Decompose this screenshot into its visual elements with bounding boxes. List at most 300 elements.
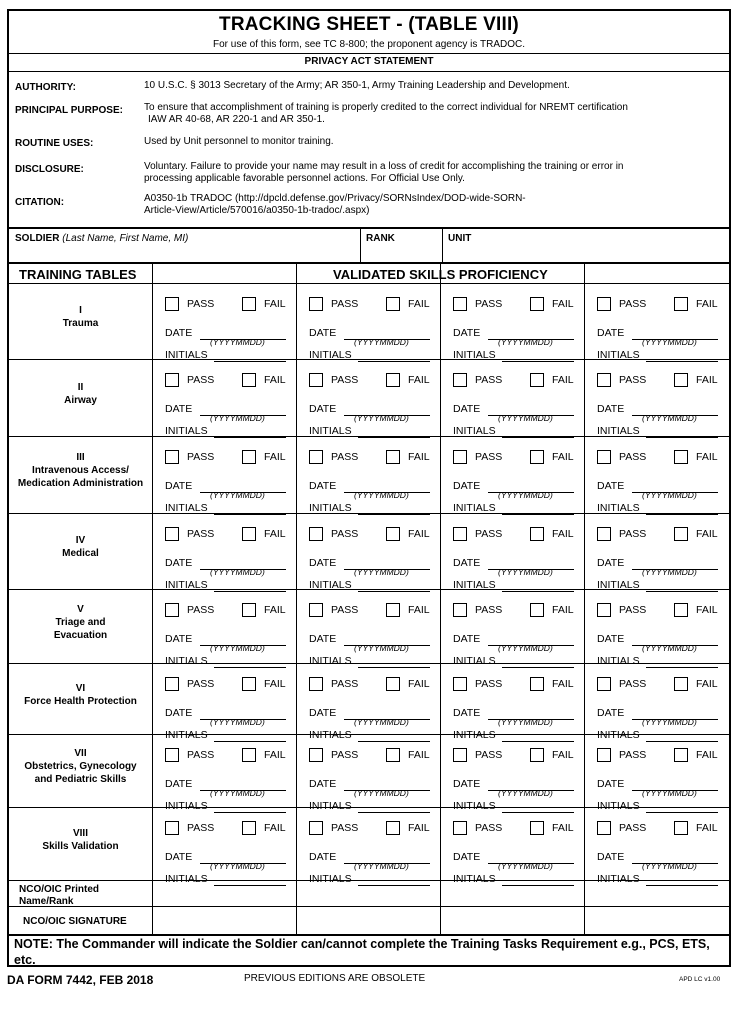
fail-checkbox[interactable] xyxy=(386,373,400,387)
divider xyxy=(584,262,585,936)
initials-label: INITIALS xyxy=(597,349,640,361)
training-table-label xyxy=(9,304,152,330)
pass-label: PASS xyxy=(475,451,503,463)
nco-printed-name-field[interactable] xyxy=(296,880,440,906)
date-label: DATE xyxy=(309,557,337,569)
pass-label: PASS xyxy=(619,822,647,834)
fail-checkbox[interactable] xyxy=(530,450,544,464)
date-format-hint: (YYYYMMDD) xyxy=(354,717,409,727)
date-format-hint: (YYYYMMDD) xyxy=(498,490,553,500)
fail-checkbox[interactable] xyxy=(386,748,400,762)
divider xyxy=(152,262,153,936)
nco-signature-field[interactable] xyxy=(296,906,440,934)
initials-label: INITIALS xyxy=(453,729,496,741)
pass-checkbox[interactable] xyxy=(453,297,467,311)
pass-label: PASS xyxy=(331,604,359,616)
citation-text-line: Article-View/Article/570016/a0350-1b-tradoc/.aspx) xyxy=(144,205,370,216)
training-table-label-line: III xyxy=(76,452,85,463)
purpose-text-line: To ensure that accomplishment of training is properly credited to the correct individual for NREMT certification xyxy=(144,102,628,113)
pass-checkbox[interactable] xyxy=(309,677,323,691)
date-label: DATE xyxy=(453,778,481,790)
fail-label: FAIL xyxy=(408,678,430,690)
fail-label: FAIL xyxy=(264,604,286,616)
fail-label: FAIL xyxy=(408,374,430,386)
pass-checkbox[interactable] xyxy=(165,603,179,617)
initials-label: INITIALS xyxy=(453,349,496,361)
pass-label: PASS xyxy=(331,822,359,834)
fail-checkbox[interactable] xyxy=(674,450,688,464)
training-table-label-line: Airway xyxy=(64,395,97,406)
initials-field[interactable] xyxy=(502,667,574,668)
date-label: DATE xyxy=(597,778,625,790)
nco-printed-name-field[interactable] xyxy=(440,880,584,906)
initials-field[interactable] xyxy=(358,591,430,592)
pass-label: PASS xyxy=(475,604,503,616)
initials-label: INITIALS xyxy=(309,655,352,667)
unit-field[interactable] xyxy=(448,233,471,244)
fail-checkbox[interactable] xyxy=(530,748,544,762)
training-table-label-line: and Pediatric Skills xyxy=(34,774,127,785)
date-label: DATE xyxy=(165,403,193,415)
initials-field[interactable] xyxy=(214,741,286,742)
pass-checkbox[interactable] xyxy=(165,748,179,762)
date-format-hint: (YYYYMMDD) xyxy=(642,717,697,727)
date-format-hint: (YYYYMMDD) xyxy=(354,337,409,347)
fail-checkbox[interactable] xyxy=(242,821,256,835)
initials-field[interactable] xyxy=(646,437,718,438)
date-format-hint: (YYYYMMDD) xyxy=(642,788,697,798)
initials-field[interactable] xyxy=(502,591,574,592)
fail-label: FAIL xyxy=(408,822,430,834)
fail-label: FAIL xyxy=(696,678,718,690)
pass-checkbox[interactable] xyxy=(453,821,467,835)
authority-text: 10 U.S.C. § 3013 Secretary of the Army; AR 350-1, Army Training Leadership and Development. xyxy=(144,80,570,91)
initials-label: INITIALS xyxy=(165,729,208,741)
date-format-hint: (YYYYMMDD) xyxy=(354,413,409,423)
pass-label: PASS xyxy=(331,374,359,386)
initials-field[interactable] xyxy=(502,514,574,515)
initials-label: INITIALS xyxy=(165,502,208,514)
date-label: DATE xyxy=(453,403,481,415)
fail-checkbox[interactable] xyxy=(242,527,256,541)
pass-checkbox[interactable] xyxy=(597,677,611,691)
date-label: DATE xyxy=(453,633,481,645)
fail-checkbox[interactable] xyxy=(242,677,256,691)
date-format-hint: (YYYYMMDD) xyxy=(498,717,553,727)
training-table-label-line: I xyxy=(79,305,82,316)
purpose-text xyxy=(144,102,684,126)
training-table-label-line: Skills Validation xyxy=(42,841,119,852)
fail-checkbox[interactable] xyxy=(530,821,544,835)
pass-label: PASS xyxy=(187,451,215,463)
rank-label: RANK xyxy=(366,233,395,244)
date-label: DATE xyxy=(597,403,625,415)
pass-checkbox[interactable] xyxy=(597,821,611,835)
pass-label: PASS xyxy=(475,374,503,386)
fail-label: FAIL xyxy=(264,374,286,386)
pass-checkbox[interactable] xyxy=(165,821,179,835)
pass-label: PASS xyxy=(187,678,215,690)
fail-checkbox[interactable] xyxy=(242,297,256,311)
nco-signature-field[interactable] xyxy=(440,906,584,934)
pass-label: PASS xyxy=(619,374,647,386)
initials-field[interactable] xyxy=(358,812,430,813)
date-label: DATE xyxy=(165,851,193,863)
authority-label: AUTHORITY: xyxy=(15,82,76,93)
routine-uses-text: Used by Unit personnel to monitor training. xyxy=(144,136,334,147)
purpose-text-line: IAW AR 40-68, AR 220-1 and AR 350-1. xyxy=(148,114,325,125)
pass-label: PASS xyxy=(619,678,647,690)
initials-field[interactable] xyxy=(358,514,430,515)
fail-checkbox[interactable] xyxy=(386,527,400,541)
training-table-label-line: VI xyxy=(75,683,86,694)
pass-label: PASS xyxy=(619,528,647,540)
fail-label: FAIL xyxy=(552,678,574,690)
fail-label: FAIL xyxy=(552,822,574,834)
fail-checkbox[interactable] xyxy=(674,373,688,387)
date-label: DATE xyxy=(309,778,337,790)
pass-label: PASS xyxy=(187,374,215,386)
pass-checkbox[interactable] xyxy=(309,821,323,835)
pass-label: PASS xyxy=(475,678,503,690)
date-format-hint: (YYYYMMDD) xyxy=(354,567,409,577)
nco-signature-label: NCO/OIC SIGNATURE xyxy=(23,916,127,927)
date-label: DATE xyxy=(453,557,481,569)
initials-field[interactable] xyxy=(358,741,430,742)
pass-checkbox[interactable] xyxy=(453,748,467,762)
training-table-label-line: Force Health Protection xyxy=(24,696,137,707)
date-format-hint: (YYYYMMDD) xyxy=(642,567,697,577)
fail-label: FAIL xyxy=(264,451,286,463)
pass-label: PASS xyxy=(475,822,503,834)
pass-checkbox[interactable] xyxy=(453,527,467,541)
disclosure-text-line: processing applicable favorable personnel actions. For Official Use Only. xyxy=(144,173,465,184)
initials-label: INITIALS xyxy=(165,579,208,591)
initials-field[interactable] xyxy=(502,741,574,742)
divider xyxy=(9,53,729,54)
pass-checkbox[interactable] xyxy=(597,748,611,762)
initials-label: INITIALS xyxy=(453,655,496,667)
initials-field[interactable] xyxy=(502,437,574,438)
date-format-hint: (YYYYMMDD) xyxy=(210,861,265,871)
training-table-label-line: V xyxy=(77,604,84,615)
fail-label: FAIL xyxy=(264,528,286,540)
fail-checkbox[interactable] xyxy=(674,677,688,691)
date-label: DATE xyxy=(453,707,481,719)
pass-label: PASS xyxy=(619,298,647,310)
fail-checkbox[interactable] xyxy=(386,297,400,311)
pass-checkbox[interactable] xyxy=(597,603,611,617)
fail-label: FAIL xyxy=(696,604,718,616)
pass-label: PASS xyxy=(331,298,359,310)
initials-label: INITIALS xyxy=(597,873,640,885)
fail-checkbox[interactable] xyxy=(386,677,400,691)
fail-label: FAIL xyxy=(264,822,286,834)
fail-checkbox[interactable] xyxy=(530,297,544,311)
date-format-hint: (YYYYMMDD) xyxy=(498,567,553,577)
initials-label: INITIALS xyxy=(597,655,640,667)
initials-field[interactable] xyxy=(214,437,286,438)
commander-note: NOTE: The Commander will indicate the Soldier can/cannot complete the Training Tasks Requirement e.g., PCS, ETS, etc. xyxy=(14,937,710,967)
initials-field[interactable] xyxy=(646,741,718,742)
initials-field[interactable] xyxy=(358,437,430,438)
training-table-label-line: Obstetrics, Gynecology xyxy=(24,761,137,772)
date-format-hint: (YYYYMMDD) xyxy=(354,788,409,798)
initials-label: INITIALS xyxy=(309,425,352,437)
training-table-label-line: Intravenous Access/ xyxy=(32,465,129,476)
fail-checkbox[interactable] xyxy=(674,527,688,541)
date-label: DATE xyxy=(453,851,481,863)
form-subtitle: For use of this form, see TC 8-800; the proponent agency is TRADOC. xyxy=(213,39,525,50)
divider xyxy=(296,262,297,936)
initials-label: INITIALS xyxy=(165,349,208,361)
date-label: DATE xyxy=(309,403,337,415)
initials-field[interactable] xyxy=(214,812,286,813)
initials-label: INITIALS xyxy=(309,502,352,514)
pass-checkbox[interactable] xyxy=(597,297,611,311)
fail-label: FAIL xyxy=(696,451,718,463)
nco-signature-field[interactable] xyxy=(584,906,728,934)
pass-label: PASS xyxy=(619,604,647,616)
disclosure-text xyxy=(144,161,684,185)
form-title: TRACKING SHEET - (TABLE VIII) xyxy=(219,14,519,35)
fail-label: FAIL xyxy=(552,749,574,761)
date-format-hint: (YYYYMMDD) xyxy=(498,643,553,653)
divider xyxy=(360,228,361,262)
soldier-name-field[interactable] xyxy=(15,233,188,244)
initials-field[interactable] xyxy=(358,361,430,362)
fail-label: FAIL xyxy=(696,374,718,386)
date-label: DATE xyxy=(597,851,625,863)
fail-checkbox[interactable] xyxy=(242,748,256,762)
pass-checkbox[interactable] xyxy=(165,527,179,541)
fail-label: FAIL xyxy=(552,528,574,540)
date-label: DATE xyxy=(597,707,625,719)
fail-label: FAIL xyxy=(408,749,430,761)
training-table-label-line: VIII xyxy=(72,828,88,839)
pass-checkbox[interactable] xyxy=(597,373,611,387)
fail-checkbox[interactable] xyxy=(530,373,544,387)
initials-field[interactable] xyxy=(646,361,718,362)
rank-field[interactable] xyxy=(366,233,395,244)
nco-signature-field[interactable] xyxy=(152,906,296,934)
pass-checkbox[interactable] xyxy=(597,450,611,464)
initials-label: INITIALS xyxy=(453,425,496,437)
date-label: DATE xyxy=(453,327,481,339)
pass-checkbox[interactable] xyxy=(309,527,323,541)
fail-checkbox[interactable] xyxy=(530,603,544,617)
initials-label: INITIALS xyxy=(309,873,352,885)
training-table-label-line: Medication Administration xyxy=(17,478,144,489)
fail-checkbox[interactable] xyxy=(242,450,256,464)
training-table-label-line: Medical xyxy=(62,548,99,559)
initials-field[interactable] xyxy=(646,812,718,813)
privacy-act-heading: PRIVACY ACT STATEMENT xyxy=(304,56,434,67)
fail-label: FAIL xyxy=(696,749,718,761)
training-table-label-line: VII xyxy=(74,748,87,759)
pass-checkbox[interactable] xyxy=(597,527,611,541)
date-format-hint: (YYYYMMDD) xyxy=(642,643,697,653)
date-format-hint: (YYYYMMDD) xyxy=(210,337,265,347)
divider xyxy=(9,71,729,72)
date-format-hint: (YYYYMMDD) xyxy=(498,337,553,347)
initials-label: INITIALS xyxy=(453,502,496,514)
initials-label: INITIALS xyxy=(309,579,352,591)
validated-skills-heading: VALIDATED SKILLS PROFICIENCY xyxy=(333,267,548,282)
fail-label: FAIL xyxy=(408,528,430,540)
training-table-label-line: Triage and xyxy=(55,617,106,628)
soldier-hint: (Last Name, First Name, MI) xyxy=(62,233,189,244)
training-table-label xyxy=(9,747,152,786)
training-table-label xyxy=(9,603,152,642)
date-label: DATE xyxy=(309,327,337,339)
fail-checkbox[interactable] xyxy=(674,821,688,835)
previous-editions-note: PREVIOUS EDITIONS ARE OBSOLETE xyxy=(244,973,426,984)
pass-label: PASS xyxy=(187,749,215,761)
fail-label: FAIL xyxy=(264,678,286,690)
pass-checkbox[interactable] xyxy=(165,450,179,464)
pass-checkbox[interactable] xyxy=(309,297,323,311)
initials-label: INITIALS xyxy=(597,425,640,437)
date-label: DATE xyxy=(597,557,625,569)
date-format-hint: (YYYYMMDD) xyxy=(354,490,409,500)
fail-label: FAIL xyxy=(408,451,430,463)
nco-printed-name-field[interactable] xyxy=(152,880,296,906)
pass-label: PASS xyxy=(187,528,215,540)
pass-checkbox[interactable] xyxy=(165,373,179,387)
pass-checkbox[interactable] xyxy=(309,603,323,617)
training-table-label xyxy=(9,682,152,708)
date-format-hint: (YYYYMMDD) xyxy=(498,861,553,871)
routine-uses-label: ROUTINE USES: xyxy=(15,138,94,149)
date-format-hint: (YYYYMMDD) xyxy=(642,861,697,871)
unit-label: UNIT xyxy=(448,233,472,244)
training-table-label-line: Evacuation xyxy=(53,630,108,641)
pass-label: PASS xyxy=(187,604,215,616)
version-label: APD LC v1.00 xyxy=(679,976,721,983)
fail-checkbox[interactable] xyxy=(242,603,256,617)
date-label: DATE xyxy=(597,633,625,645)
divider xyxy=(9,283,729,284)
pass-checkbox[interactable] xyxy=(309,373,323,387)
initials-field[interactable] xyxy=(646,514,718,515)
pass-checkbox[interactable] xyxy=(165,677,179,691)
nco-printed-name-field[interactable] xyxy=(584,880,728,906)
fail-label: FAIL xyxy=(696,528,718,540)
fail-checkbox[interactable] xyxy=(242,373,256,387)
fail-label: FAIL xyxy=(552,604,574,616)
training-tables-heading: TRAINING TABLES xyxy=(19,267,137,282)
disclosure-text-line: Voluntary. Failure to provide your name may result in a loss of credit for accomplishing the training or error in xyxy=(144,161,624,172)
initials-label: INITIALS xyxy=(309,800,352,812)
pass-checkbox[interactable] xyxy=(453,603,467,617)
date-format-hint: (YYYYMMDD) xyxy=(210,717,265,727)
initials-field[interactable] xyxy=(646,667,718,668)
training-table-label xyxy=(9,381,152,407)
pass-checkbox[interactable] xyxy=(309,748,323,762)
initials-label: INITIALS xyxy=(165,800,208,812)
form-frame xyxy=(7,9,731,967)
initials-field[interactable] xyxy=(214,591,286,592)
training-table-label-line: Trauma xyxy=(62,318,99,329)
date-format-hint: (YYYYMMDD) xyxy=(210,413,265,423)
fail-label: FAIL xyxy=(408,298,430,310)
fail-label: FAIL xyxy=(552,298,574,310)
date-format-hint: (YYYYMMDD) xyxy=(354,643,409,653)
fail-label: FAIL xyxy=(696,298,718,310)
date-format-hint: (YYYYMMDD) xyxy=(210,788,265,798)
pass-checkbox[interactable] xyxy=(309,450,323,464)
fail-checkbox[interactable] xyxy=(386,603,400,617)
pass-checkbox[interactable] xyxy=(453,373,467,387)
divider xyxy=(9,227,729,229)
date-format-hint: (YYYYMMDD) xyxy=(642,490,697,500)
disclosure-label: DISCLOSURE: xyxy=(15,164,84,175)
date-format-hint: (YYYYMMDD) xyxy=(210,567,265,577)
initials-field[interactable] xyxy=(214,514,286,515)
pass-label: PASS xyxy=(331,678,359,690)
pass-checkbox[interactable] xyxy=(453,450,467,464)
pass-checkbox[interactable] xyxy=(165,297,179,311)
pass-label: PASS xyxy=(187,298,215,310)
date-format-hint: (YYYYMMDD) xyxy=(210,490,265,500)
pass-label: PASS xyxy=(475,528,503,540)
fail-checkbox[interactable] xyxy=(386,821,400,835)
training-table-label xyxy=(9,827,152,853)
initials-label: INITIALS xyxy=(597,579,640,591)
initials-field[interactable] xyxy=(214,667,286,668)
date-label: DATE xyxy=(309,480,337,492)
fail-checkbox[interactable] xyxy=(530,527,544,541)
initials-label: INITIALS xyxy=(165,655,208,667)
fail-label: FAIL xyxy=(552,451,574,463)
training-table-label-line: IV xyxy=(75,535,86,546)
pass-label: PASS xyxy=(619,749,647,761)
initials-field[interactable] xyxy=(502,812,574,813)
fail-checkbox[interactable] xyxy=(674,297,688,311)
citation-text-line: A0350-1b TRADOC (http://dpcld.defense.gov/Privacy/SORNsIndex/DOD-wide-SORN- xyxy=(144,193,526,204)
initials-field[interactable] xyxy=(502,361,574,362)
date-label: DATE xyxy=(309,707,337,719)
initials-field[interactable] xyxy=(358,667,430,668)
form-id: DA FORM 7442, FEB 2018 xyxy=(7,973,154,987)
initials-field[interactable] xyxy=(214,361,286,362)
fail-checkbox[interactable] xyxy=(674,748,688,762)
date-label: DATE xyxy=(165,557,193,569)
initials-field[interactable] xyxy=(646,591,718,592)
training-table-label xyxy=(9,534,152,560)
fail-checkbox[interactable] xyxy=(674,603,688,617)
fail-label: FAIL xyxy=(264,298,286,310)
fail-checkbox[interactable] xyxy=(386,450,400,464)
date-format-hint: (YYYYMMDD) xyxy=(642,337,697,347)
citation-text xyxy=(144,193,684,217)
pass-checkbox[interactable] xyxy=(453,677,467,691)
pass-label: PASS xyxy=(619,451,647,463)
date-format-hint: (YYYYMMDD) xyxy=(354,861,409,871)
date-format-hint: (YYYYMMDD) xyxy=(642,413,697,423)
fail-label: FAIL xyxy=(552,374,574,386)
training-table-label-line: II xyxy=(77,382,84,393)
purpose-label: PRINCIPAL PURPOSE: xyxy=(15,105,123,116)
date-format-hint: (YYYYMMDD) xyxy=(498,413,553,423)
nco-printed-name-label-line: NCO/OIC Printed xyxy=(19,884,100,895)
initials-label: INITIALS xyxy=(453,579,496,591)
fail-checkbox[interactable] xyxy=(530,677,544,691)
nco-printed-name-label xyxy=(19,884,99,908)
initials-label: INITIALS xyxy=(453,873,496,885)
initials-label: INITIALS xyxy=(165,425,208,437)
